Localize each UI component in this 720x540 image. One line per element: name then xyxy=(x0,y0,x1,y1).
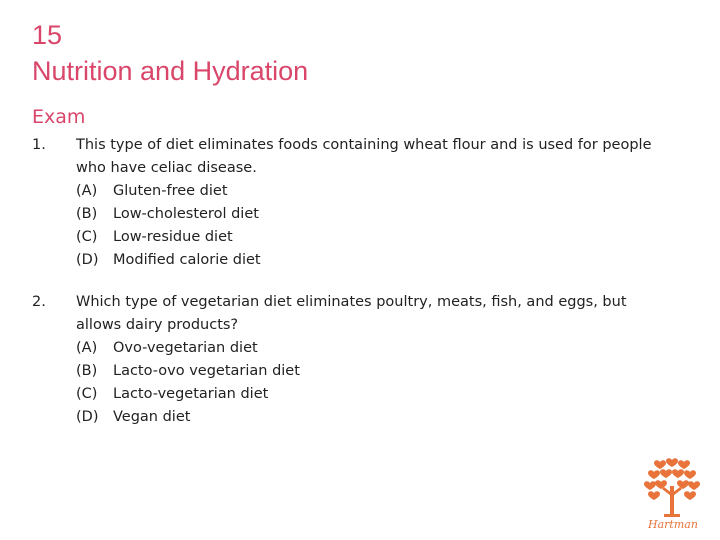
chapter-number: 15 xyxy=(32,20,63,50)
question-text: Which type of vegetarian diet eliminates poultry, meats, fish, and eggs, but allows dairy products? xyxy=(76,294,627,333)
question-number: 2. xyxy=(32,294,46,310)
option-text: Low-residue diet xyxy=(113,229,233,245)
option-text: Gluten-free diet xyxy=(113,183,228,199)
option-letter: (B) xyxy=(76,206,98,222)
question-1 xyxy=(32,134,672,272)
option-c xyxy=(76,226,672,249)
option-letter: (A) xyxy=(76,183,98,199)
option-letter: (D) xyxy=(76,252,99,268)
option-letter: (A) xyxy=(76,340,98,356)
option-letter: (C) xyxy=(76,229,98,245)
logo-wordmark: Hartman xyxy=(648,518,698,531)
hartman-logo xyxy=(640,456,710,534)
option-d xyxy=(76,406,672,429)
option-letter: (D) xyxy=(76,409,99,425)
option-b xyxy=(76,203,672,226)
question-text: This type of diet eliminates foods containing wheat flour and is used for people who have celiac disease. xyxy=(76,137,652,176)
option-b xyxy=(76,360,672,383)
option-c xyxy=(76,383,672,406)
section-heading: Exam xyxy=(32,106,86,128)
option-letter: (B) xyxy=(76,363,98,379)
option-text: Vegan diet xyxy=(113,409,191,425)
option-text: Ovo-vegetarian diet xyxy=(113,340,258,356)
question-2 xyxy=(32,291,672,429)
question-body xyxy=(76,134,672,272)
option-d xyxy=(76,249,672,272)
option-a xyxy=(76,337,672,360)
question-number: 1. xyxy=(32,137,46,153)
option-text: Low-cholesterol diet xyxy=(113,206,259,222)
option-text: Modified calorie diet xyxy=(113,252,261,268)
option-text: Lacto-ovo vegetarian diet xyxy=(113,363,300,379)
chapter-title: Nutrition and Hydration xyxy=(32,56,309,86)
option-letter: (C) xyxy=(76,386,98,402)
option-a xyxy=(76,180,672,203)
question-body xyxy=(76,291,672,429)
option-text: Lacto-vegetarian diet xyxy=(113,386,269,402)
